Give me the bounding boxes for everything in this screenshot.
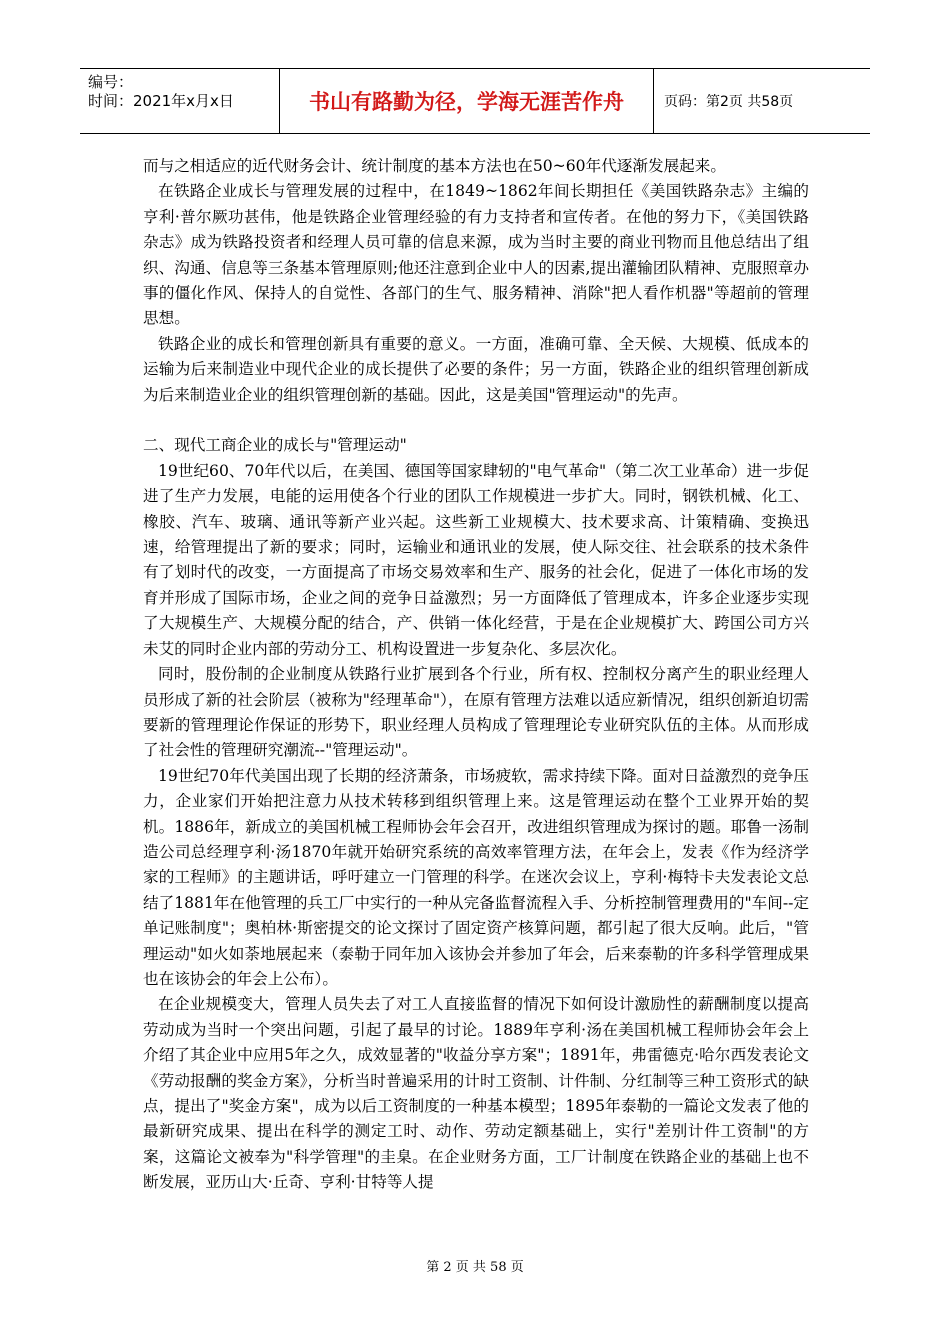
section-heading: 二、现代工商企业的成长与"管理运动"	[143, 436, 407, 455]
paragraph: 铁路企业的成长和管理创新具有重要的意义。一方面，准确可靠、全天候、大规模、低成本的运输为后来制造业中现代企业的成长提供了必要的条件；另一方面，铁路企业的组织管理创新成为后来制造业企业的组织管理创新的基础。因此，这是美国"管理运动"的先声。	[143, 334, 809, 404]
paragraph: 在企业规模变大，管理人员失去了对工人直接监督的情况下如何设计激励性的薪酬制度以提高劳动成为当时一个突出问题，引起了最早的讨论。1889年亨利·汤在美国机械工程师协会年会上介绍了其企业中应用5年之久，成效显著的"收益分享方案"；1891年，弗雷德克·哈尔西发表论文《劳动报酬的奖金方案》，分析当时普遍采用的计时工资制、计件制、分红制等三种工资形式的缺点，提出了"奖金方案"，成为以后工资制度的一种基本模型；1895年泰勒的一篇论文发表了他的最新研究成果、提出在科学的测定工时、动作、劳动定额基础上，实行"差别计件工资制"的方案，这篇论文被奉为"科学管理"的圭臬。在企业财务方面，工厂计制度在铁路企业的基础上也不断发展，亚历山大·丘奇、亨利·甘特等人提	[143, 995, 809, 1192]
paragraph: 19世纪60、70年代以后，在美国、德国等国家肆轫的"电气革命"（第二次工业革命）进一步促进了生产力发展，电能的运用使各个行业的团队工作规模进一步扩大。同时，钢铁机械、化工、橡胶、汽车、玻璃、通讯等新产业兴起。这些新工业规模大、技术要求高、计策精确、变换迅速，给管理提出了新的要求；同时，运输业和通讯业的发展，使人际交往、社会联系的技术条件有了划时代的改变，一方面提高了市场交易效率和生产、服务的社会化，促进了一体化市场的发育并形成了国际市场，企业之间的竞争日益激烈；另一方面降低了管理成本，许多企业逐步实现了大规模生产、大规模分配的结合，产、供销一体化经营，于是在企业规模扩大、跨国公司方兴未艾的同时企业内部的劳动分工、机构设置进一步复杂化、多层次化。	[143, 461, 809, 658]
paragraph: 同时，股份制的企业制度从铁路行业扩展到各个行业，所有权、控制权分离产生的职业经理人员形成了新的社会阶层（被称为"经理革命"），在原有管理方法难以适应新情况，组织创新迫切需要新的管理理论作保证的形势下，职业经理人员构成了管理理论专业研究队伍的主体。从而形成了社会性的管理研究潮流--"管理运动"。	[143, 665, 809, 760]
document-body	[143, 154, 809, 1196]
document-number-label: 编号：	[88, 73, 134, 91]
header-page-info: 页码：第2页 共58页	[664, 94, 794, 110]
page-footer: 第 2 页 共 58 页	[426, 1260, 524, 1275]
page-header	[80, 68, 870, 134]
paragraph: 19世纪70年代美国出现了长期的经济萧条，市场疲软，需求持续下降。面对日益激烈的竞争压力，企业家们开始把注意力从技术转移到组织管理上来。这是管理运动在整个工业界开始的契机。1886年，新成立的美国机械工程师协会年会召开，改进组织管理成为探讨的题。耶鲁一汤制造公司总经理亨利·汤1870年就开始研究系统的高效率管理方法，在年会上，发表《作为经济学家的工程师》的主题讲话，呼吁建立一门管理的科学。在迷次会议上，亨利·梅特卡夫发表论文总结了1881年在他管理的兵工厂中实行的一种从完备监督流程入手、分析控制管理费用的"车间--定单记账制度"；奥柏林·斯密提交的论文探讨了固定资产核算问题，都引起了很大反响。此后，"管理运动"如火如荼地展起来（泰勒于同年加入该协会并参加了年会，后来泰勒的许多科学管理成果也在该协会的年会上公布）。	[143, 766, 809, 988]
paragraph: 而与之相适应的近代财务会计、统计制度的基本方法也在50~60年代逐渐发展起来。	[143, 157, 726, 175]
document-time-label: 时间：2021年x月x日	[88, 92, 234, 110]
header-meta	[80, 69, 280, 133]
blank-line	[143, 408, 809, 433]
paragraph: 在铁路企业成长与管理发展的过程中，在1849~1862年间长期担任《美国铁路杂志》主编的亨利·普尔厥功甚伟，他是铁路企业管理经验的有力支持者和宣传者。在他的努力下，《美国铁路杂志》成为铁路投资者和经理人员可靠的信息来源，成为当时主要的商业刊物而且他总结出了组织、沟通、信息等三条基本管理原则;他还注意到企业中人的因素,提出灌输团队精神、克服照章办事的僵化作风、保持人的自觉性、各部门的生气、服务精神、消除"把人看作机器"等超前的管理思想。	[143, 182, 809, 328]
header-motto: 书山有路勤为径，学海无涯苦作舟	[280, 69, 654, 133]
